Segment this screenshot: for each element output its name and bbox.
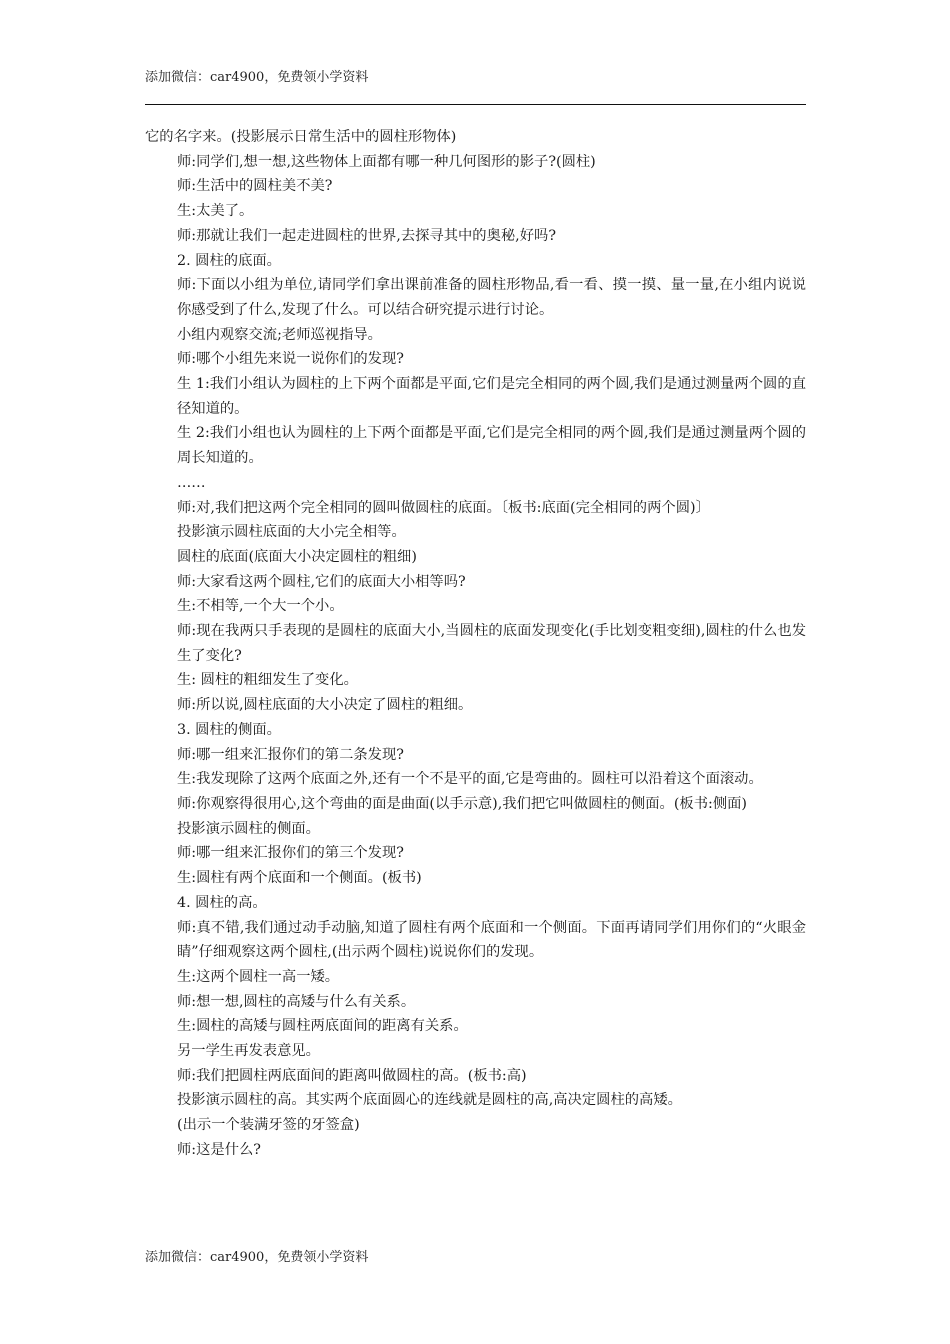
- paragraph: 另一学生再发表意见。: [177, 1043, 320, 1060]
- body-text: [145, 125, 806, 1163]
- paragraph: 师:哪一组来汇报你们的第二条发现?: [177, 746, 404, 763]
- paragraph: 师:生活中的圆柱美不美?: [177, 178, 333, 195]
- paragraph: 师:这是什么?: [177, 1141, 261, 1158]
- paragraph: 师:现在我两只手表现的是圆柱的底面大小,当圆柱的底面发现变化(手比划变粗变细),圆柱的什么也发生了变化?: [177, 623, 806, 664]
- paragraph: 生: 圆柱的粗细发生了变化。: [177, 672, 358, 689]
- paragraph: 师:哪一组来汇报你们的第三个发现?: [177, 845, 404, 862]
- paragraph: 小组内观察交流;老师巡视指导。: [177, 326, 382, 343]
- paragraph: 投影演示圆柱的侧面。: [177, 820, 320, 837]
- paragraph: 生:这两个圆柱一高一矮。: [177, 968, 340, 985]
- paragraph: 师:真不错,我们通过动手动脑,知道了圆柱有两个底面和一个侧面。下面再请同学们用你们的“火眼金睛”仔细观察这两个圆柱,(出示两个圆柱)说说你们的发现。: [177, 919, 806, 961]
- paragraph: 师:下面以小组为单位,请同学们拿出课前准备的圆柱形物品,看一看、摸一摸、量一量,在小组内说说你感受到了什么,发现了什么。可以结合研究提示进行讨论。: [177, 277, 806, 318]
- paragraph: 师:我们把圆柱两底面间的距离叫做圆柱的高。(板书:高): [177, 1067, 527, 1084]
- paragraph: 生:圆柱有两个底面和一个侧面。(板书): [177, 870, 422, 887]
- paragraph: 师:想一想,圆柱的高矮与什么有关系。: [177, 993, 416, 1010]
- paragraph: 生:圆柱的高矮与圆柱两底面间的距离有关系。: [177, 1018, 468, 1035]
- paragraph: ……: [177, 474, 206, 491]
- page-footer: 添加微信：car4900，免费领小学资料: [145, 1250, 369, 1265]
- paragraph: 师:你观察得很用心,这个弯曲的面是曲面(以手示意),我们把它叫做圆柱的侧面。(板书:侧面): [177, 795, 748, 812]
- paragraph: 生 2:我们小组也认为圆柱的上下两个面都是平面,它们是完全相同的两个圆,我们是通过测量两个圆的周长知道的。: [177, 425, 806, 467]
- paragraph: 投影演示圆柱底面的大小完全相等。: [177, 524, 406, 541]
- paragraph: 师:哪个小组先来说一说你们的发现?: [177, 351, 404, 368]
- paragraph: 生 1:我们小组认为圆柱的上下两个面都是平面,它们是完全相同的两个圆,我们是通过测量两个圆的直径知道的。: [177, 376, 806, 417]
- paragraph: 生:不相等,一个大一个小。: [177, 598, 344, 615]
- paragraph: 师:同学们,想一想,这些物体上面都有哪一种几何图形的影子?(圆柱): [177, 153, 596, 170]
- paragraph: 生:太美了。: [177, 203, 254, 220]
- paragraph: 生:我发现除了这两个底面之外,还有一个不是平的面,它是弯曲的。圆柱可以沿着这个面滚动。: [177, 771, 763, 788]
- paragraph: 师:所以说,圆柱底面的大小决定了圆柱的粗细。: [177, 697, 473, 714]
- paragraph: 4. 圆柱的高。: [177, 894, 267, 911]
- paragraph: 师:对,我们把这两个完全相同的圆叫做圆柱的底面。〔板书:底面(完全相同的两个圆)〕: [177, 499, 710, 516]
- paragraph: 师:那就让我们一起走进圆柱的世界,去探寻其中的奥秘,好吗?: [177, 227, 556, 244]
- paragraph: (出示一个装满牙签的牙签盒): [177, 1117, 360, 1134]
- paragraph: 师:大家看这两个圆柱,它们的底面大小相等吗?: [177, 573, 466, 590]
- paragraph: 它的名字来。(投影展示日常生活中的圆柱形物体): [145, 129, 457, 145]
- paragraph: 3. 圆柱的侧面。: [177, 721, 281, 738]
- paragraph: 圆柱的底面(底面大小决定圆柱的粗细): [177, 548, 417, 565]
- page-header: 添加微信：car4900，免费领小学资料: [145, 70, 369, 85]
- header-divider: [145, 104, 806, 105]
- paragraph: 2. 圆柱的底面。: [177, 252, 281, 269]
- paragraph: 投影演示圆柱的高。其实两个底面圆心的连线就是圆柱的高,高决定圆柱的高矮。: [177, 1092, 682, 1109]
